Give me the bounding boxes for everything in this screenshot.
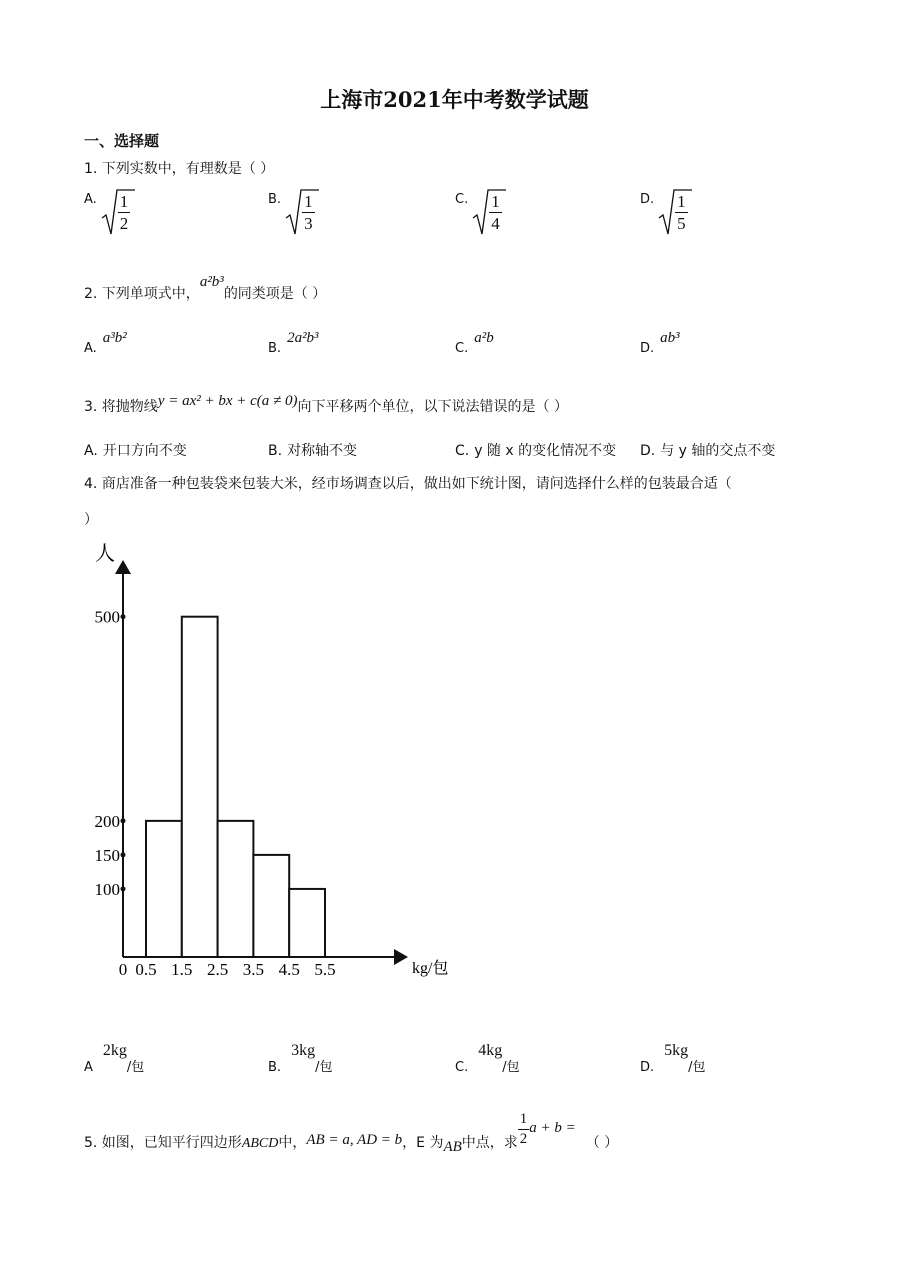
option-label: C. (455, 191, 469, 207)
q2-option-b[interactable] (268, 330, 319, 357)
q4-option-d[interactable] (640, 1040, 706, 1076)
question-2-stem (84, 274, 327, 303)
option-label: B. (268, 1060, 282, 1075)
fraction-denominator: 2 (119, 214, 129, 233)
x-tick-label: 1.5 (171, 960, 193, 979)
option-text: 与 y 轴的交点不变 (660, 443, 776, 459)
option-label: A. (84, 341, 97, 356)
fraction-denominator: 5 (677, 214, 686, 233)
q3-option-d[interactable] (640, 440, 775, 460)
option-unit: /包 (502, 1060, 520, 1075)
section-heading: 一、选择题 (84, 132, 160, 150)
question-3-stem (84, 393, 568, 416)
histogram-bar (289, 889, 325, 957)
q3-option-b[interactable] (268, 440, 357, 460)
option-unit: /包 (126, 1060, 145, 1075)
q1-option-a[interactable] (84, 188, 135, 238)
histogram-bar (218, 821, 254, 957)
option-label: D. (640, 1060, 655, 1075)
fraction (302, 191, 315, 234)
option-value: 2kg (102, 1042, 127, 1059)
y-tick-dot (121, 614, 126, 619)
option-expression: ab³ (660, 330, 680, 346)
option-label: A. (84, 191, 97, 207)
q5-vector-expr: AB = a, AD = b (306, 1131, 403, 1148)
q5-stem-end: （ ） (585, 1134, 619, 1151)
q3-option-c[interactable] (455, 440, 616, 460)
q5-stem-mid2: 中点，求 (461, 1134, 518, 1151)
x-tick-label: 0 (118, 960, 128, 979)
y-tick-dot (121, 818, 126, 823)
option-value: 5kg (664, 1042, 689, 1059)
option-label: B. (268, 341, 282, 356)
fraction-denominator: 4 (491, 214, 500, 233)
fraction (489, 191, 502, 234)
option-expression: a³b² (102, 330, 127, 346)
q1-option-b[interactable] (268, 188, 319, 238)
question-1-stem: 1. 下列实数中，有理数是（ ） (84, 161, 275, 177)
x-tick-label: 3.5 (242, 960, 265, 979)
question-4-stem-line-1: 4. 商店准备一种包装袋来包装大米，经市场调查以后，做出如下统计图，请问选择什么样的包装最合适（ (84, 476, 732, 492)
option-text: 开口方向不变 (102, 443, 187, 459)
fraction-numerator: 1 (677, 192, 686, 211)
option-label: D. (640, 443, 656, 459)
q5-half-fraction (518, 1110, 530, 1149)
x-tick-label: 4.5 (278, 960, 300, 979)
y-tick-dot (121, 852, 126, 857)
fraction-numerator: 1 (119, 192, 129, 211)
option-text: y 随 x 的变化情况不变 (474, 443, 617, 459)
question-5-stem (84, 1098, 619, 1155)
q2-option-a[interactable] (84, 330, 127, 357)
q3-stem-expr: y = ax² + bx + c(a ≠ 0) (157, 393, 298, 409)
q5-stem-mid: 中， (278, 1134, 307, 1151)
y-axis-arrow-icon (115, 560, 131, 574)
q5-stem-e: ，E 为 (402, 1134, 444, 1151)
q3-option-a[interactable] (84, 440, 187, 460)
y-tick-label: 100 (94, 879, 120, 899)
q4-option-b[interactable] (268, 1040, 332, 1076)
y-tick-label: 500 (94, 607, 120, 627)
option-label: C. (455, 341, 469, 356)
option-label: A (84, 1060, 93, 1075)
option-label: B. (268, 443, 283, 459)
option-text: 对称轴不变 (287, 443, 358, 459)
option-unit: /包 (688, 1060, 706, 1075)
option-label: B. (268, 191, 282, 207)
q3-stem-pre: 3. 将抛物线 (84, 399, 158, 415)
x-tick-label: 2.5 (206, 960, 229, 979)
q2-stem-expr: a²b³ (199, 274, 224, 290)
option-value: 3kg (291, 1042, 316, 1059)
q5-ab: AB (443, 1138, 462, 1155)
option-unit: /包 (315, 1060, 333, 1075)
q5-abcd: ABCD (241, 1135, 279, 1151)
fraction-denominator: 3 (304, 214, 313, 233)
q3-stem-post: 向下平移两个单位，以下说法错误的是（ ） (297, 399, 568, 415)
option-expression: 2a²b³ (287, 330, 319, 346)
histogram-bar (253, 855, 289, 957)
x-axis-arrow-icon (394, 949, 408, 965)
x-axis-label: kg/包 (412, 960, 449, 977)
q5-frac-num: 1 (518, 1110, 530, 1130)
x-tick-label: 5.5 (314, 960, 336, 979)
option-label: D. (640, 191, 655, 207)
option-expression: a²b (474, 330, 494, 346)
histogram-bar (146, 821, 182, 957)
q2-stem-pre: 2. 下列单项式中， (84, 286, 200, 302)
q5-stem-pre: 5. 如图，已知平行四边形 (84, 1134, 242, 1151)
option-value: 4kg (478, 1042, 503, 1059)
fraction-numerator: 1 (304, 192, 313, 211)
q1-option-c[interactable] (455, 188, 506, 238)
histogram-chart (0, 530, 909, 990)
square-root-icon (472, 188, 506, 238)
q4-option-a[interactable] (84, 1040, 144, 1076)
y-tick-dot (121, 886, 126, 891)
fraction (118, 191, 131, 234)
q2-stem-post: 的同类项是（ ） (223, 286, 327, 302)
option-label: A. (84, 443, 98, 459)
question-4-stem-line-2: ） (84, 512, 98, 528)
y-axis-label: 人 (95, 543, 115, 565)
square-root-icon (658, 188, 692, 238)
histogram-bar (182, 617, 218, 957)
option-label: C. (455, 443, 470, 459)
q5-sum-expr: a + b = (529, 1119, 576, 1136)
page-title: 上海市2021年中考数学试题 (320, 87, 589, 112)
y-tick-label: 150 (94, 845, 120, 865)
q4-option-c[interactable] (455, 1040, 520, 1076)
x-tick-label: 0.5 (135, 960, 157, 979)
q5-frac-den: 2 (519, 1131, 528, 1147)
square-root-icon (101, 188, 135, 238)
q1-option-d[interactable] (640, 188, 692, 238)
q2-option-c[interactable] (455, 330, 494, 357)
q2-option-d[interactable] (640, 330, 680, 357)
square-root-icon (285, 188, 319, 238)
fraction-numerator: 1 (491, 192, 500, 211)
fraction (675, 191, 688, 234)
option-label: D. (640, 341, 655, 356)
option-label: C. (455, 1060, 469, 1075)
y-tick-label: 200 (94, 811, 120, 831)
